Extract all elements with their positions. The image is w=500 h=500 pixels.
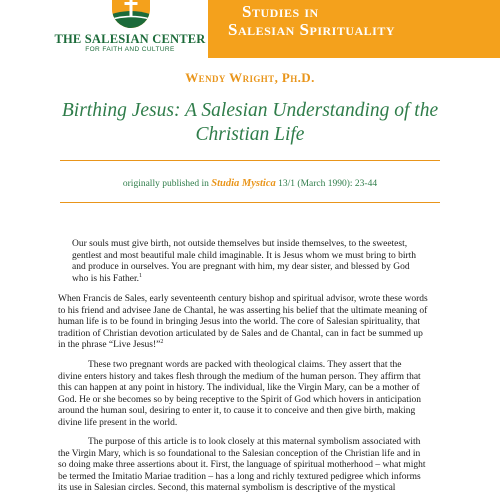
paragraph-line: divine life present in the world. <box>58 417 178 428</box>
quote-line-text: who is his Father. <box>72 273 140 284</box>
quote-line: Our souls must give birth, not outside themselves but inside themselves, to the sweetest, <box>72 239 408 249</box>
paragraph-line: be termed the Imitatio Mariae tradition – has a long and richly textured pedigree which informs <box>58 471 421 482</box>
paragraph-line: around the human soul, desiring to enter it, to cause it to conceive and then give birth, making <box>58 406 416 416</box>
divider-bottom <box>60 202 440 203</box>
paragraph-line: divine enters history and takes flesh through the medium of the human person. They affirm that <box>58 371 421 382</box>
pub-suffix: 13/1 (March 1990): 23-44 <box>278 179 378 189</box>
paragraph-1 <box>58 294 458 352</box>
footnote-ref-1[interactable]: 1 <box>139 272 143 279</box>
author-name: Wendy Wright, Ph.D. <box>185 70 315 85</box>
salesian-center-logo[interactable] <box>54 0 206 56</box>
pub-prefix: originally published in <box>122 179 209 189</box>
publication-info <box>0 178 500 189</box>
paragraph-line: so doing make three assertions about it. First, the language of spiritual motherhood – what might <box>58 460 426 470</box>
paragraph-line <box>58 340 458 352</box>
paragraph-line: to his friend and advisee Jane de Chantal, he was asserting his belief that the ultimate meaning of <box>58 305 428 316</box>
paragraph-3 <box>58 437 458 495</box>
epigraph-quote <box>72 239 452 285</box>
quote-line: gentlest and most beautiful male child imaginable. It is Jesus whom we must bring to birth <box>72 250 417 261</box>
logo-title: THE SALESIAN CENTER <box>54 32 206 46</box>
paragraph-line: its use in Salesian circles. Second, this maternal symbolism is descriptive of the mystical <box>58 483 396 493</box>
series-title-line-1: Studies in <box>242 2 319 21</box>
paragraph-line: God. He or she becomes so by being receptive to the Spirit of God which hovers in anticipation <box>58 394 422 405</box>
logo-subtitle: FOR FAITH AND CULTURE <box>85 46 175 53</box>
series-title-bar <box>208 0 500 58</box>
paragraph-line: the Virgin Mary, which is so foundational to the Salesian conception of the Christian life and in <box>58 448 421 459</box>
paragraph-line: These two pregnant words are packed with theological claims. They assert that the <box>88 360 402 370</box>
cross-emblem-icon <box>112 0 150 28</box>
paragraph-line: tradition of Christian devotion articulated by de Sales and de Chantal, can in fact be summed up <box>58 328 423 339</box>
paragraph-line: When Francis de Sales, early seventeenth century bishop and spiritual advisor, wrote these words <box>58 294 428 304</box>
series-title-line-2: Salesian Spirituality <box>228 20 396 39</box>
paragraph-line: this can happen at any point in history. The individual, like the Virgin Mary, can be a mother of <box>58 383 420 393</box>
footnote-ref-2[interactable]: 2 <box>160 338 164 345</box>
divider-top <box>60 160 440 161</box>
paragraph-line: The purpose of this article is to look closely at this maternal symbolism associated with <box>88 437 421 447</box>
quote-line: and produce in ourselves. You are pregnant with him, my dear sister, and blessed by God <box>72 262 410 272</box>
paragraph-line-text: in the phrase “Live Jesus!” <box>58 340 161 350</box>
paragraph-2 <box>58 360 458 429</box>
quote-line <box>72 274 452 286</box>
paragraph-line: human life is to be found in bringing Jesus into the world. The core of Salesian spirituality, that <box>58 317 420 327</box>
header-banner <box>0 0 500 58</box>
article-title: Birthing Jesus: A Salesian Understanding of the Christian Life <box>61 100 439 145</box>
journal-name: Studia Mystica <box>211 178 276 189</box>
